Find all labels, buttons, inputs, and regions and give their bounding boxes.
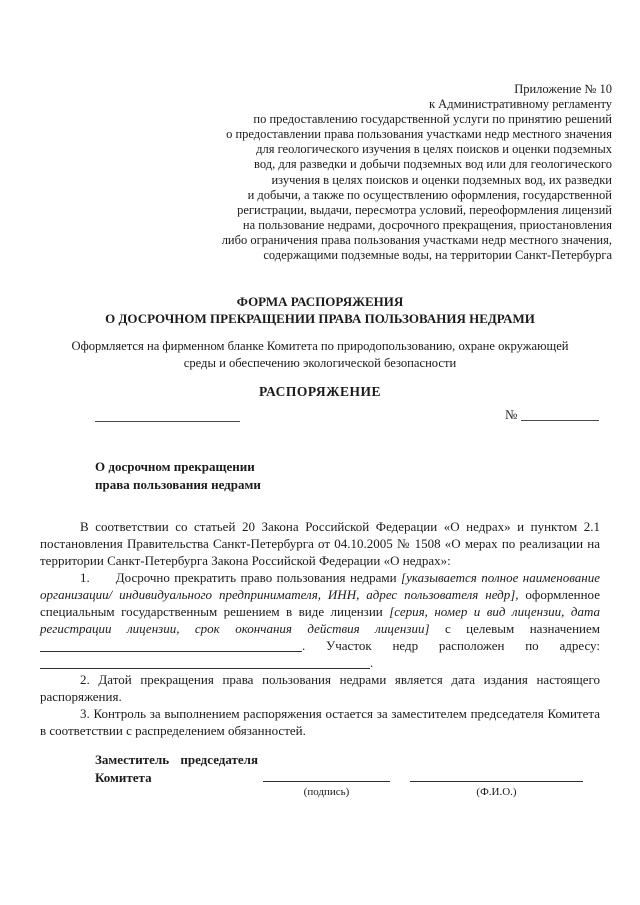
text-segment: . (370, 655, 374, 671)
text-line: изучения в целях поисков и оценки подземных вод, их разведки (271, 172, 612, 187)
text-line: Заместитель председателя (95, 752, 259, 768)
number-label: № (505, 407, 518, 423)
text-line: ФОРМА РАСПОРЯЖЕНИЯ (236, 294, 404, 310)
text-line: для геологического изучения в целях поисков и оценки подземных (256, 142, 612, 157)
signature-line (410, 781, 583, 782)
date-blank-line (95, 421, 240, 422)
form-title (0, 293, 640, 327)
text-line: вод, для разведки и добычи подземных вод или для геологического (254, 157, 612, 172)
body-text (40, 518, 600, 739)
text-segment: 1. (80, 570, 90, 586)
text-line: о предоставлении права пользования участками недр местного значения (226, 127, 612, 142)
blank-fill-line (40, 639, 302, 652)
signature-field-fio (410, 781, 583, 798)
text-line: регистрации, выдачи, пересмотра условий, переоформления лицензий (237, 202, 612, 217)
text-line: на пользование недрами, досрочного прекращения, приостановления (242, 217, 612, 232)
text-segment: с целевым назначением (429, 621, 600, 637)
blank-fill-line (40, 656, 370, 669)
subject-heading (95, 458, 640, 493)
text-segment: [серия, номер и вид лицензии, дата регистрации лицензии, срок окончания действия лицензии] (40, 604, 600, 637)
paragraph-item-3 (40, 705, 600, 739)
text-segment: 2. Датой прекращения права пользования недрами является дата издания настоящего распоряжения. (40, 672, 600, 705)
text-line: Приложение № 10 (514, 82, 612, 96)
signature-title (95, 751, 258, 786)
signature-caption: (Ф.И.О.) (476, 786, 517, 799)
text-segment: 3. Контроль за выполнением распоряжения остается за заместителем председателя Комитета в соответствии с распределением обязанностей. (40, 706, 600, 739)
signature-caption: (подпись) (303, 786, 350, 799)
text-line: и добычи, а также по осуществлению оформления, государственной (247, 187, 612, 202)
text-line: содержащими подземные воды, на территории Санкт-Петербурга (263, 248, 612, 263)
signature-line (263, 781, 390, 782)
signature-block (0, 751, 640, 813)
paragraph-item-2 (40, 671, 600, 705)
text-line: О досрочном прекращении (95, 459, 255, 475)
text-line: к Административному регламенту (428, 97, 612, 112)
text-segment: В соответствии со статьей 20 Закона Российской Федерации «О недрах» и пунктом 2.1 постановления Правительства Санкт-Петербурга от 04.10.2005 № 1508 «О мерах по реализации на территории Санкт-Петербурга Закона Российской Федерации «О недрах»: (40, 519, 600, 569)
paragraph-intro (40, 518, 600, 569)
number-group (505, 407, 599, 423)
text-line: Комитета (95, 769, 152, 785)
text-line: либо ограничения права пользования участками недр местного значения, (221, 232, 612, 247)
signature-field-podpis (263, 781, 390, 798)
appendix-header (0, 82, 612, 263)
text-line: права пользования недрами (95, 476, 261, 492)
text-line: Оформляется на фирменном бланке Комитета по природопользованию, охране окружающей (71, 339, 569, 354)
letterhead-note (0, 338, 640, 372)
text-segment: [указывается полное наименование организации/ индивидуального предпринимателя, ИНН, адрес пользователя недр], (40, 570, 601, 603)
text-segment: Досрочно прекратить право пользования недрами (115, 570, 402, 586)
text-segment: . Участок недр расположен по адресу: (302, 638, 600, 654)
text-line: среды и обеспечению экологической безопасности (183, 356, 457, 371)
date-number-row (0, 407, 640, 423)
doc-title: РАСПОРЯЖЕНИЕ (258, 384, 382, 400)
text-segment: оформленное специальным государственным решением в виде лицензии (40, 587, 600, 620)
text-line: по предоставлению государственной услуги по принятию решений (253, 112, 612, 127)
text-line: О ДОСРОЧНОМ ПРЕКРАЩЕНИИ ПРАВА ПОЛЬЗОВАНИЯ НЕДРАМИ (105, 311, 535, 327)
paragraph-item-1 (40, 569, 600, 671)
number-blank-line (521, 408, 599, 421)
